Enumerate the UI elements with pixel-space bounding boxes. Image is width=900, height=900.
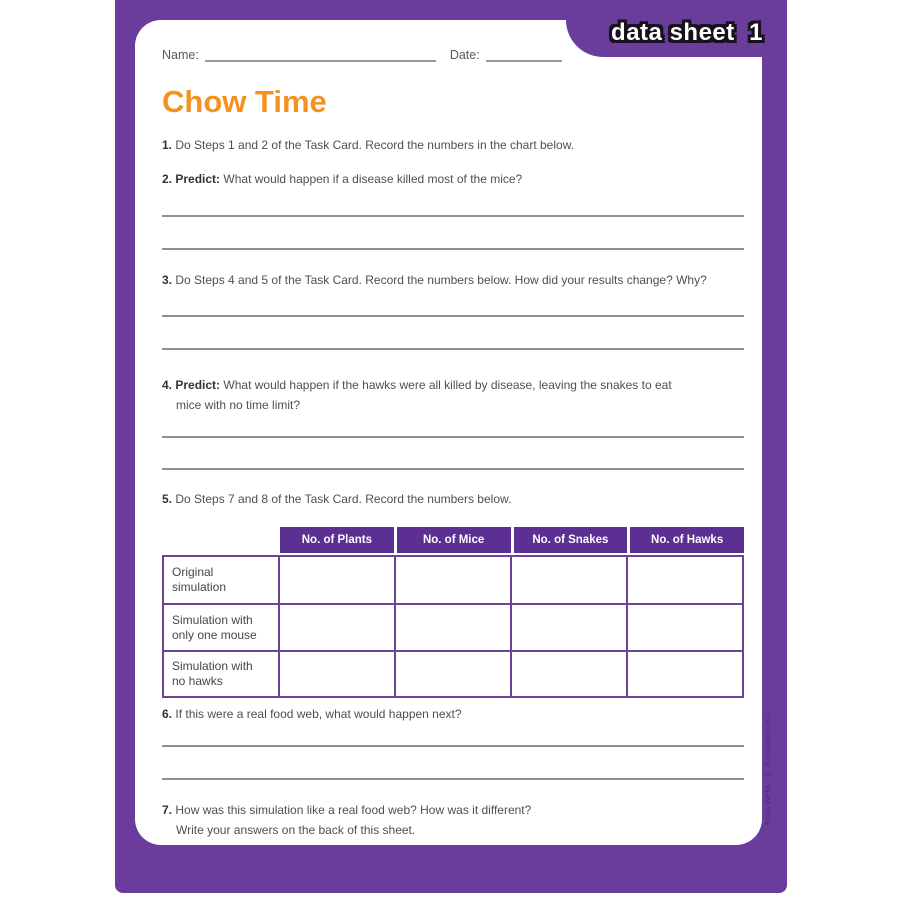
table-cell[interactable]: [396, 652, 510, 696]
question-number: 6.: [162, 707, 173, 721]
table-cell[interactable]: [512, 605, 626, 650]
question-5: [162, 489, 776, 509]
answer-line[interactable]: [162, 215, 744, 217]
data-sheet-badge: data sheet 1: [611, 19, 763, 46]
question-1: [162, 135, 776, 155]
answer-line[interactable]: [162, 745, 744, 747]
question-text: What would happen if a disease killed most of the mice?: [223, 172, 523, 186]
table-row-label: Simulation with only one mouse: [164, 605, 278, 650]
results-table: [162, 527, 744, 698]
date-label: Date:: [449, 48, 480, 62]
question-number: 2.: [162, 172, 173, 186]
question-text: Do Steps 7 and 8 of the Task Card. Record the numbers below.: [175, 492, 512, 506]
table-cell[interactable]: [280, 605, 394, 650]
question-4: [162, 375, 776, 415]
name-blank-line[interactable]: [205, 49, 436, 62]
question-7: [162, 800, 776, 840]
question-text: How was this simulation like a real food web? How was it different?: [175, 803, 532, 817]
table-header-cell: No. of Plants: [280, 527, 394, 553]
question-text: What would happen if the hawks were all killed by disease, leaving the snakes to eat: [223, 378, 672, 392]
question-number: 7.: [162, 803, 173, 817]
question-lead: Predict:: [175, 378, 221, 392]
question-number: 1.: [162, 138, 173, 152]
table-row-label: Simulation with no hawks: [164, 652, 278, 696]
answer-line[interactable]: [162, 778, 744, 780]
table-header-cell: No. of Mice: [397, 527, 511, 553]
worksheet-page: [135, 20, 762, 845]
name-label: Name:: [162, 48, 199, 62]
table-header-cell: No. of Hawks: [630, 527, 744, 553]
table-cell[interactable]: [512, 557, 626, 603]
answer-line[interactable]: [162, 248, 744, 250]
question-2: [162, 169, 776, 189]
table-cell[interactable]: [628, 557, 742, 603]
table-row-label: Original simulation: [164, 557, 278, 603]
table-cell[interactable]: [280, 652, 394, 696]
question-3: [162, 270, 776, 290]
question-6: [162, 704, 776, 724]
date-blank-line[interactable]: [486, 49, 562, 62]
answer-line[interactable]: [162, 468, 744, 470]
question-text: Do Steps 1 and 2 of the Task Card. Record the numbers in the chart below.: [175, 138, 575, 152]
question-text-line2: Write your answers on the back of this sheet.: [176, 823, 416, 837]
answer-line[interactable]: [162, 436, 744, 438]
answer-line[interactable]: [162, 348, 744, 350]
table-header-cell: No. of Snakes: [514, 527, 628, 553]
question-text: Do Steps 4 and 5 of the Task Card. Record the numbers below. How did your results change? Why?: [175, 273, 707, 287]
table-body: [162, 555, 744, 698]
table-cell[interactable]: [280, 557, 394, 603]
table-header-row: [280, 527, 744, 553]
masthead: [162, 48, 562, 62]
table-cell[interactable]: [628, 652, 742, 696]
table-cell[interactable]: [396, 557, 510, 603]
question-number: 4.: [162, 378, 173, 392]
table-cell[interactable]: [396, 605, 510, 650]
page-title: Chow Time: [162, 84, 327, 119]
table-cell[interactable]: [628, 605, 742, 650]
question-text-line2: mice with no time limit?: [176, 398, 301, 412]
copyright-edge-note: Food Webs © Scholastic Inc.: [765, 712, 772, 825]
question-lead: Predict:: [175, 172, 221, 186]
question-number: 5.: [162, 492, 173, 506]
question-number: 3.: [162, 273, 173, 287]
answer-line[interactable]: [162, 315, 744, 317]
table-cell[interactable]: [512, 652, 626, 696]
question-text: If this were a real food web, what would happen next?: [175, 707, 462, 721]
